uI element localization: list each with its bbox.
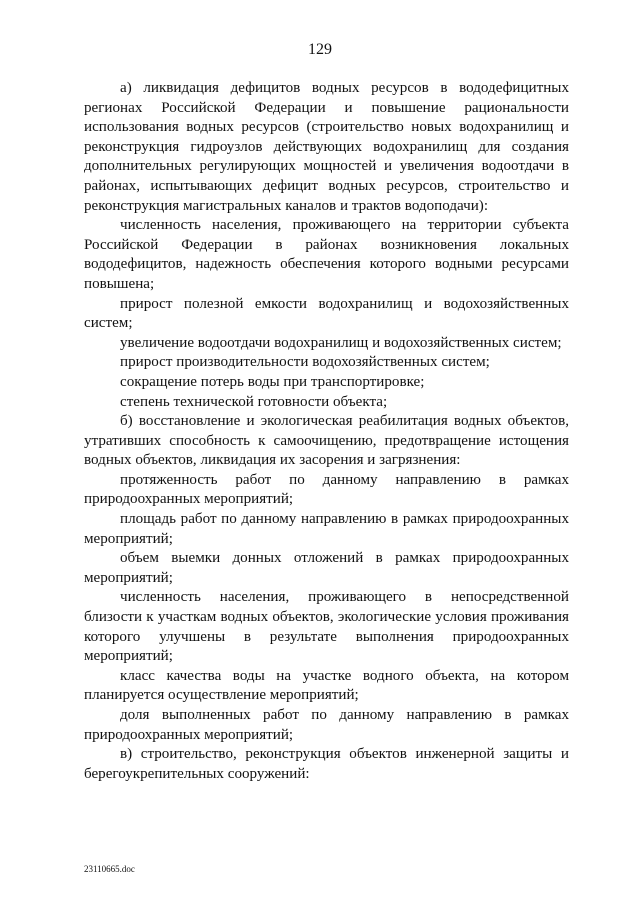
document-footer: 23110665.doc (84, 864, 135, 874)
paragraph: площадь работ по данному направлению в рамках природоохранных мероприятий; (84, 511, 569, 547)
paragraph: степень технической готовности объекта; (120, 393, 388, 410)
paragraph: сокращение потерь воды при транспортировке; (120, 373, 425, 390)
paragraph: доля выполненных работ по данному направлению в рамках природоохранных мероприятий; (84, 707, 569, 743)
page-number: 129 (308, 41, 332, 58)
paragraph-v: в) строительство, реконструкция объектов инженерной защиты и берегоукрепительных сооружений: (84, 746, 569, 782)
paragraph: увеличение водоотдачи водохранилищ и водохозяйственных систем; (120, 334, 562, 351)
paragraph-a: а) ликвидация дефицитов водных ресурсов в вододефицитных регионах Российской Федерации и повышение рациональности использования водных ресурсов (строительство новых водохранилищ и реконструкция гидроузлов действующих водохранилищ для создания дополнительных регулирующих мощностей и увеличения водоотдачи в районах, испытывающих дефицит водных ресурсов, строительство и реконструкция магистральных каналов и трактов водоподачи): (84, 80, 569, 214)
paragraph: численность населения, проживающего в непосредственной близости к участкам водных объектов, экологические условия проживания которого улучшены в результате выполнения природоохранных мероприятий; (84, 589, 569, 665)
paragraph: прирост производительности водохозяйственных систем; (120, 354, 490, 371)
document-body (84, 79, 569, 784)
paragraph: численность населения, проживающего на территории субъекта Российской Федерации в районах возникновения локальных вододефицитов, надежность обеспечения которого водными ресурсами повышена; (84, 217, 569, 292)
paragraph-b: б) восстановление и экологическая реабилитация водных объектов, утративших способность к самоочищению, предотвращение истощения водных объектов, ликвидация их засорения и загрязнения: (84, 413, 569, 469)
paragraph: прирост полезной емкости водохранилищ и водохозяйственных систем; (84, 295, 569, 332)
paragraph: класс качества воды на участке водного объекта, на котором планируется осуществление мероприятий; (84, 667, 569, 704)
paragraph: объем выемки донных отложений в рамках природоохранных мероприятий; (84, 550, 569, 586)
paragraph: протяженность работ по данному направлению в рамках природоохранных мероприятий; (84, 471, 569, 508)
